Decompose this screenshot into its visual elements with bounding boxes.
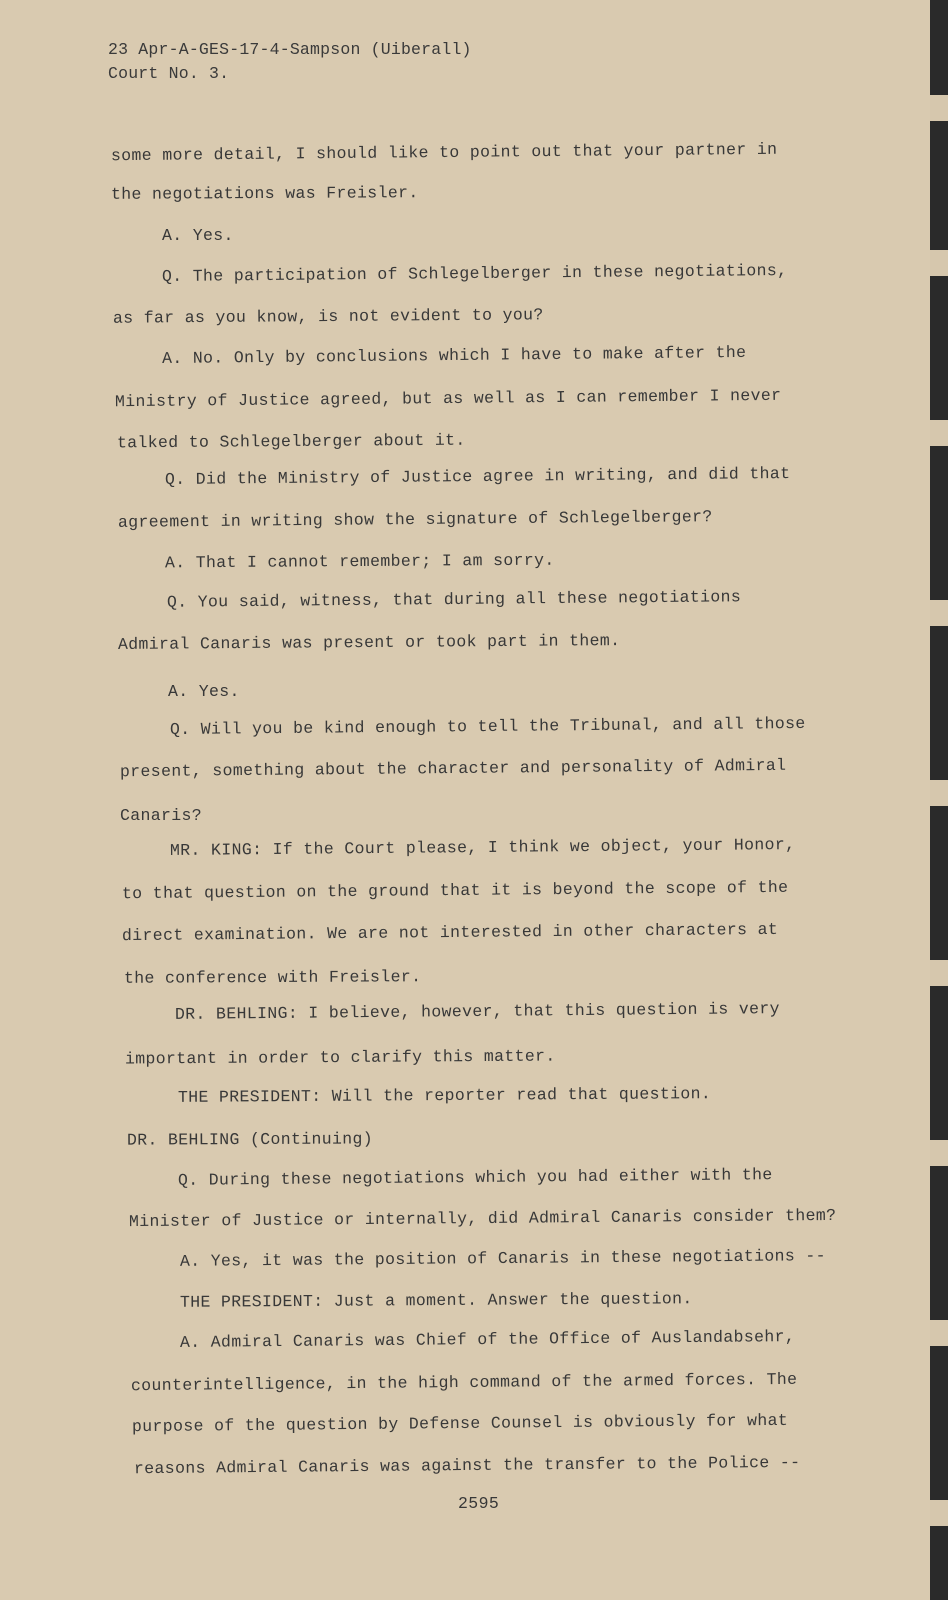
transcript-line: as far as you know, is not evident to you? <box>112 305 544 328</box>
transcript-line: Canaris? <box>120 806 203 825</box>
scan-edge-notch <box>930 1140 948 1166</box>
transcript-line: DR. BEHLING (Continuing) <box>126 1129 374 1150</box>
transcript-line: Minister of Justice or internally, did Admiral Canaris consider them? <box>128 1205 837 1232</box>
transcript-line: to that question on the ground that it is beyond the scope of the <box>121 877 789 904</box>
transcript-line: agreement in writing show the signature of Schlegelberger? <box>117 507 713 532</box>
transcript-line: Q. The participation of Schlegelberger in these negotiations, <box>161 260 788 287</box>
transcript-line: the conference with Freisler. <box>123 967 422 988</box>
transcript-line: Q. You said, witness, that during all these negotiations <box>166 587 742 612</box>
transcript-line: Q. During these negotiations which you had either with the <box>177 1165 773 1190</box>
header-reference: 23 Apr-A-GES-17-4-Sampson (Uiberall) <box>108 40 472 59</box>
page-number: 2595 <box>458 1494 500 1513</box>
transcript-line: Ministry of Justice agreed, but as well as I can remember I never <box>114 385 782 412</box>
scan-edge-notch <box>930 780 948 806</box>
transcript-line: THE PRESIDENT: Just a moment. Answer the question. <box>179 1289 693 1312</box>
transcript-line: direct examination. We are not interested in other characters at <box>121 919 779 946</box>
transcript-line: A. Yes, it was the position of Canaris in these negotiations -- <box>179 1246 826 1271</box>
transcript-line: reasons Admiral Canaris was against the transfer to the Police -- <box>133 1452 801 1479</box>
header-court: Court No. 3. <box>108 64 230 83</box>
transcript-line: MR. KING: If the Court please, I think we object, your Honor, <box>169 834 796 861</box>
scan-edge-notch <box>930 95 948 121</box>
transcript-line: the negotiations was Freisler. <box>110 183 419 204</box>
document-header <box>108 38 472 86</box>
scan-edge-notch <box>930 960 948 986</box>
transcript-line: Admiral Canaris was present or took part in them. <box>117 631 621 654</box>
transcript-line: DR. BEHLING: I believe, however, that this question is very <box>174 999 780 1024</box>
scan-edge-notch <box>930 600 948 626</box>
scan-edge-notch <box>930 1320 948 1346</box>
transcript-line: A. No. Only by conclusions which I have to make after the <box>161 342 747 369</box>
transcript-line: THE PRESIDENT: Will the reporter read that question. <box>177 1084 712 1107</box>
transcript-line: Q. Will you be kind enough to tell the Tribunal, and all those <box>169 713 806 740</box>
scan-edge-notch <box>930 1500 948 1526</box>
transcript-line: talked to Schlegelberger about it. <box>116 430 466 453</box>
transcript-line: important in order to clarify this matter. <box>124 1046 556 1069</box>
transcript-line: A. Yes. <box>168 682 240 701</box>
transcript-line: A. Yes. <box>162 226 234 245</box>
scan-edge-notch <box>930 250 948 276</box>
transcript-line: Q. Did the Ministry of Justice agree in writing, and did that <box>164 463 791 490</box>
scan-edge-notch <box>930 420 948 446</box>
transcript-line: some more detail, I should like to point out that your partner in <box>110 139 778 166</box>
transcript-line: present, something about the character and personality of Admiral <box>119 755 787 782</box>
transcript-line: purpose of the question by Defense Counsel is obviously for what <box>131 1410 789 1437</box>
transcript-line: A. Admiral Canaris was Chief of the Office of Auslandabsehr, <box>179 1327 796 1352</box>
transcript-line: A. That I cannot remember; I am sorry. <box>164 550 555 573</box>
transcript-line: counterintelligence, in the high command of the armed forces. The <box>130 1369 798 1396</box>
